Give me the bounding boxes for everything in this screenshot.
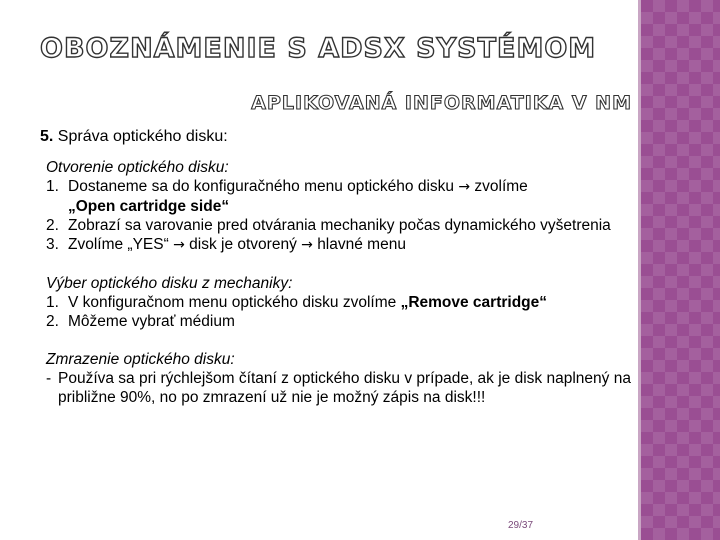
slide-content <box>46 158 636 426</box>
arrow-right-icon: → <box>301 237 313 253</box>
item-text: V konfiguračnom menu optického disku zvolíme <box>68 294 397 311</box>
option-name: „Open cartridge side“ <box>68 198 230 215</box>
list-item <box>46 293 636 312</box>
open-disk-title: Otvorenie optického disku: <box>46 159 229 176</box>
select-disk-title: Výber optického disku z mechaniky: <box>46 275 293 292</box>
item-number: 1. <box>46 294 59 311</box>
arrow-right-icon: → <box>173 237 185 253</box>
item-text: hlavné menu <box>317 236 406 253</box>
item-text: Zvolíme „YES“ <box>68 236 169 253</box>
section-label: Správa optického disku <box>57 128 224 145</box>
decorative-side-band <box>641 0 720 540</box>
item-number: 1. <box>46 178 59 195</box>
list-item <box>46 312 636 331</box>
item-text: zvolíme <box>474 178 528 195</box>
list-item <box>46 369 636 407</box>
item-number: 2. <box>46 217 59 234</box>
freeze-disk-title: Zmrazenie optického disku: <box>46 351 235 368</box>
item-text: Používa sa pri rýchlejšom čítaní z optického disku v prípade, ak je disk naplnený na približne 90%, no po zmrazení už nie je možný zápis na disk!!! <box>58 370 631 406</box>
slide-title: OBOZNÁMENIE S ADSX SYSTÉMOM <box>40 33 597 64</box>
item-text: Dostaneme sa do konfiguračného menu optického disku <box>68 178 455 195</box>
select-disk-block <box>46 274 636 331</box>
item-text: Zobrazí sa varovanie pred otvárania mechaniky počas dynamického vyšetrenia <box>68 217 611 234</box>
item-text: disk je otvorený <box>189 236 297 253</box>
item-number: 2. <box>46 313 59 330</box>
list-item <box>46 177 636 216</box>
arrow-right-icon: → <box>458 179 471 195</box>
section-number: 5. <box>40 128 54 145</box>
item-text: Môžeme vybrať médium <box>68 313 235 330</box>
section-colon: : <box>223 128 228 145</box>
slide-subtitle: APLIKOVANÁ INFORMATIKA V NM <box>251 92 632 114</box>
list-item <box>46 235 636 255</box>
option-name: „Remove cartridge“ <box>400 294 548 311</box>
item-dash: - <box>46 370 52 387</box>
freeze-disk-block <box>46 350 636 407</box>
page-number: 29/37 <box>508 520 534 531</box>
open-disk-block <box>46 158 636 255</box>
item-number: 3. <box>46 236 59 253</box>
section-heading <box>40 128 228 146</box>
list-item <box>46 216 636 235</box>
